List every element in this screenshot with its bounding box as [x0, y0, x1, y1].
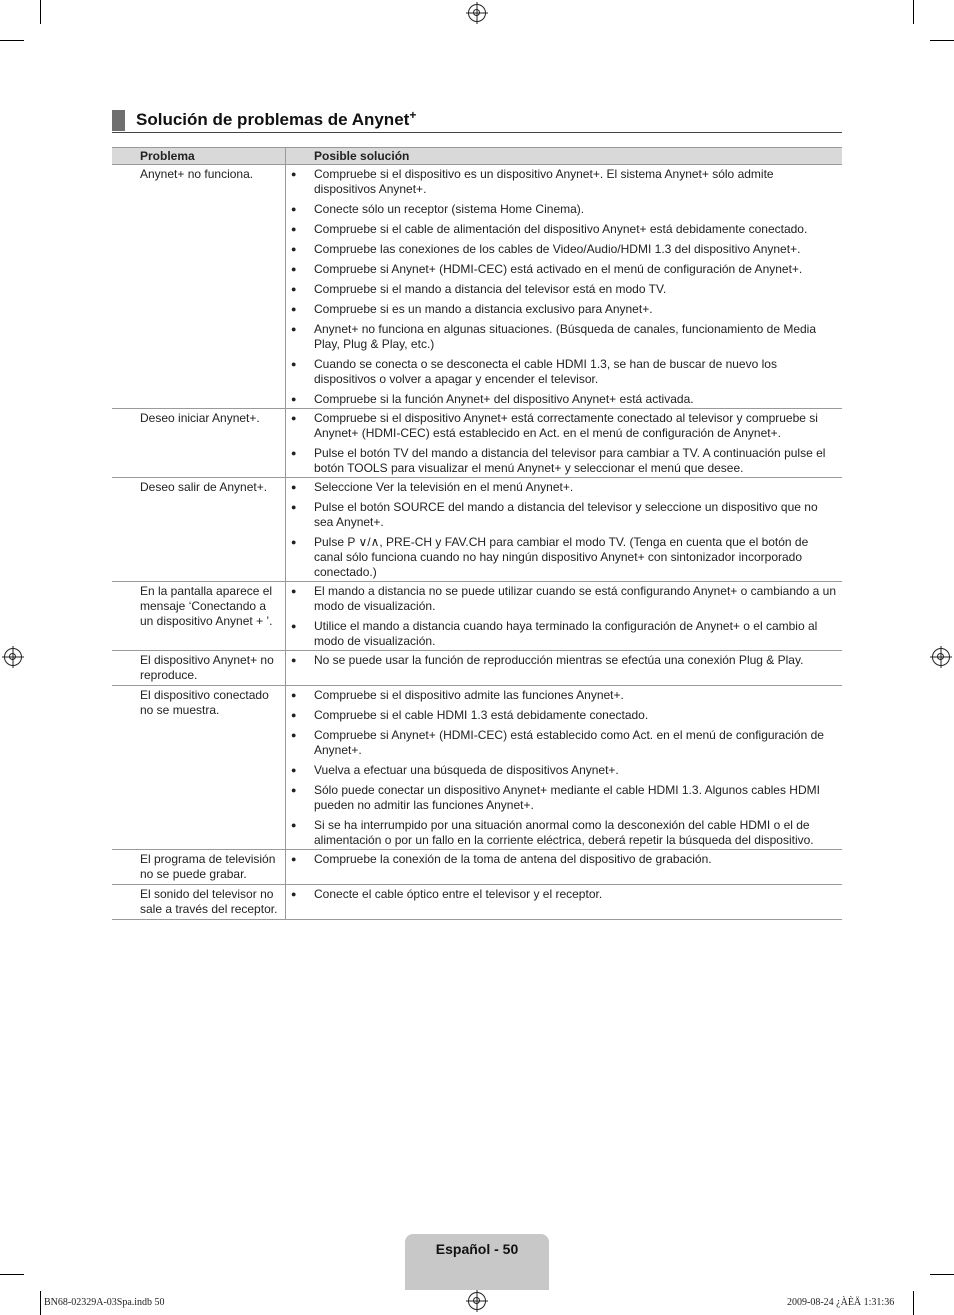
table-row [112, 165, 842, 409]
solution-cell [286, 850, 842, 884]
table-row [112, 885, 842, 920]
solution-item [286, 411, 838, 441]
solution-item [286, 322, 838, 352]
solution-item [286, 653, 838, 668]
solution-text: Pulse el botón SOURCE del mando a distancia del televisor y seleccione un dispositivo que no sea Anynet+. [314, 500, 818, 529]
page-title: Solución de problemas de Anynet+ [136, 108, 417, 129]
solution-item [286, 222, 838, 237]
page-number: Español - 50 [435, 1241, 519, 1257]
crop-mark [40, 1291, 41, 1315]
solution-item [286, 535, 838, 580]
registration-mark-icon [932, 648, 950, 666]
solution-cell [286, 409, 842, 477]
solution-text: Compruebe si el dispositivo Anynet+ está correctamente conectado al televisor y compruebe si Anynet+ (HDMI-CEC) está establecido en Act. en el menú de configuración de Anynet+. [314, 411, 818, 440]
bullet-icon: ● [291, 324, 297, 334]
print-slug-file: BN68-02329A-03Spa.indb 50 [44, 1297, 165, 1308]
solution-text: Compruebe si el cable de alimentación del dispositivo Anynet+ está debidamente conectado. [314, 222, 808, 236]
bullet-icon: ● [291, 413, 297, 423]
solution-item [286, 242, 838, 257]
solution-text: Compruebe si Anynet+ (HDMI-CEC) está establecido como Act. en el menú de configuración de Anynet+. [314, 728, 824, 757]
bullet-icon: ● [291, 169, 297, 179]
bullet-icon: ● [291, 889, 297, 899]
solution-text: Compruebe si la función Anynet+ del dispositivo Anynet+ está activada. [314, 392, 694, 406]
problem-cell: Deseo salir de Anynet+. [112, 478, 286, 581]
problem-cell: El programa de televisión no se puede grabar. [112, 850, 286, 884]
solution-text: Pulse el botón TV del mando a distancia del televisor para cambiar a TV. A continuación pulse el botón TOOLS para visualizar el menú Anynet+ y seleccionar el menú que desee. [314, 446, 826, 475]
problem-cell: El dispositivo conectado no se muestra. [112, 686, 286, 849]
problem-cell: El sonido del televisor no sale a través del receptor. [112, 885, 286, 919]
crop-mark [40, 0, 41, 24]
bullet-icon: ● [291, 482, 297, 492]
solution-item [286, 584, 838, 614]
solution-text: Compruebe si Anynet+ (HDMI-CEC) está activado en el menú de configuración de Anynet+. [314, 262, 803, 276]
bullet-icon: ● [291, 785, 297, 795]
solution-text: Si se ha interrumpido por una situación anormal como la desconexión del cable HDMI o el de alimentación o por un fallo en la corriente eléctrica, deberá repetir la búsqueda del dispositivo. [314, 818, 814, 847]
bullet-icon: ● [291, 204, 297, 214]
bullet-icon: ● [291, 730, 297, 740]
solution-text: Utilice el mando a distancia cuando haya terminado la configuración de Anynet+ o el cambio al modo de visualización. [314, 619, 818, 648]
solution-cell [286, 582, 842, 650]
solution-text: Compruebe si es un mando a distancia exclusivo para Anynet+. [314, 302, 653, 316]
bullet-icon: ● [291, 448, 297, 458]
registration-mark-icon [4, 648, 22, 666]
troubleshooting-table [112, 147, 842, 920]
table-row [112, 478, 842, 582]
solution-text: Compruebe la conexión de la toma de antena del dispositivo de grabación. [314, 852, 712, 866]
crop-mark [930, 1274, 954, 1275]
solution-item [286, 202, 838, 217]
solution-item [286, 763, 838, 778]
table-row [112, 651, 842, 686]
print-slug-date: 2009-08-24 ¿ÀÈÄ 1:31:36 [787, 1297, 895, 1308]
solution-item [286, 728, 838, 758]
registration-mark-icon [468, 1292, 486, 1310]
solution-text: Conecte sólo un receptor (sistema Home Cinema). [314, 202, 585, 216]
bullet-icon: ● [291, 537, 297, 547]
solution-item [286, 708, 838, 723]
solution-text: Compruebe las conexiones de los cables de Video/Audio/HDMI 1.3 del dispositivo Anynet+. [314, 242, 801, 256]
solution-text: Vuelva a efectuar una búsqueda de dispositivos Anynet+. [314, 763, 619, 777]
table-row [112, 582, 842, 651]
bullet-icon: ● [291, 284, 297, 294]
solution-item [286, 852, 838, 867]
table-body [112, 165, 842, 920]
solution-cell [286, 651, 842, 685]
column-header-solution: Posible solución [314, 149, 410, 163]
solution-text: Conecte el cable óptico entre el televisor y el receptor. [314, 887, 603, 901]
problem-cell: Anynet+ no funciona. [112, 165, 286, 408]
solution-item [286, 282, 838, 297]
solution-text: Compruebe si el mando a distancia del televisor está en modo TV. [314, 282, 667, 296]
solution-text: Sólo puede conectar un dispositivo Anynet+ mediante el cable HDMI 1.3. Algunos cables HDMI pueden no admitir las funciones Anynet+. [314, 783, 820, 812]
registration-mark-icon [468, 4, 486, 22]
bullet-icon: ● [291, 690, 297, 700]
solution-item [286, 357, 838, 387]
solution-item [286, 783, 838, 813]
solution-item [286, 302, 838, 317]
bullet-icon: ● [291, 765, 297, 775]
crop-mark [0, 40, 24, 41]
solution-cell [286, 885, 842, 919]
bullet-icon: ● [291, 710, 297, 720]
column-header-problem: Problema [112, 148, 286, 164]
bullet-icon: ● [291, 264, 297, 274]
solution-cell [286, 686, 842, 849]
solution-item [286, 262, 838, 277]
solution-text: No se puede usar la función de reproducción mientras se efectúa una conexión Plug & Play. [314, 653, 804, 667]
bullet-icon: ● [291, 621, 297, 631]
bullet-icon: ● [291, 304, 297, 314]
bullet-icon: ● [291, 854, 297, 864]
bullet-icon: ● [291, 820, 297, 830]
bullet-icon: ● [291, 224, 297, 234]
bullet-icon: ● [291, 655, 297, 665]
bullet-icon: ● [291, 359, 297, 369]
problem-cell: Deseo iniciar Anynet+. [112, 409, 286, 477]
solution-text: Seleccione Ver la televisión en el menú Anynet+. [314, 480, 574, 494]
problem-cell: El dispositivo Anynet+ no reproduce. [112, 651, 286, 685]
table-row [112, 850, 842, 885]
section-header [112, 108, 842, 133]
solution-item [286, 480, 838, 495]
solution-item [286, 688, 838, 703]
table-header [112, 147, 842, 165]
solution-text: El mando a distancia no se puede utilizar cuando se está configurando Anynet+ o cambiando a un modo de visualización. [314, 584, 837, 613]
crop-mark [930, 40, 954, 41]
solution-cell [286, 478, 842, 581]
solution-text: Anynet+ no funciona en algunas situaciones. (Búsqueda de canales, funcionamiento de Media Play, Plug & Play, etc.) [314, 322, 817, 351]
solution-item [286, 818, 838, 848]
solution-cell [286, 165, 842, 408]
problem-cell: En la pantalla aparece el mensaje ‘Conectando a un dispositivo Anynet + ’. [112, 582, 286, 650]
bullet-icon: ● [291, 502, 297, 512]
solution-text: Pulse P ∨/∧, PRE-CH y FAV.CH para cambiar el modo TV. (Tenga en cuenta que el botón de canal sólo funciona cuando no hay ningún dispositivo Anynet+ con sintonizador incorporado conectado.) [314, 535, 809, 579]
solution-text: Cuando se conecta o se desconecta el cable HDMI 1.3, se han de buscar de nuevo los dispositivos o volver a apagar y encender el televisor. [314, 357, 777, 386]
solution-item [286, 500, 838, 530]
solution-item [286, 619, 838, 649]
bullet-icon: ● [291, 394, 297, 404]
crop-mark [913, 1291, 914, 1315]
solution-text: Compruebe si el dispositivo admite las funciones Anynet+. [314, 688, 624, 702]
solution-text: Compruebe si el cable HDMI 1.3 está debidamente conectado. [314, 708, 649, 722]
crop-mark [0, 1274, 24, 1275]
table-row [112, 686, 842, 850]
bullet-icon: ● [291, 244, 297, 254]
solution-item [286, 887, 838, 902]
solution-text: Compruebe si el dispositivo es un dispositivo Anynet+. El sistema Anynet+ sólo admite dispositivos Anynet+. [314, 167, 774, 196]
table-row [112, 409, 842, 478]
crop-mark [913, 0, 914, 24]
solution-item [286, 167, 838, 197]
solution-item [286, 392, 838, 407]
bullet-icon: ● [291, 586, 297, 596]
solution-item [286, 446, 838, 476]
section-marker [112, 110, 125, 131]
